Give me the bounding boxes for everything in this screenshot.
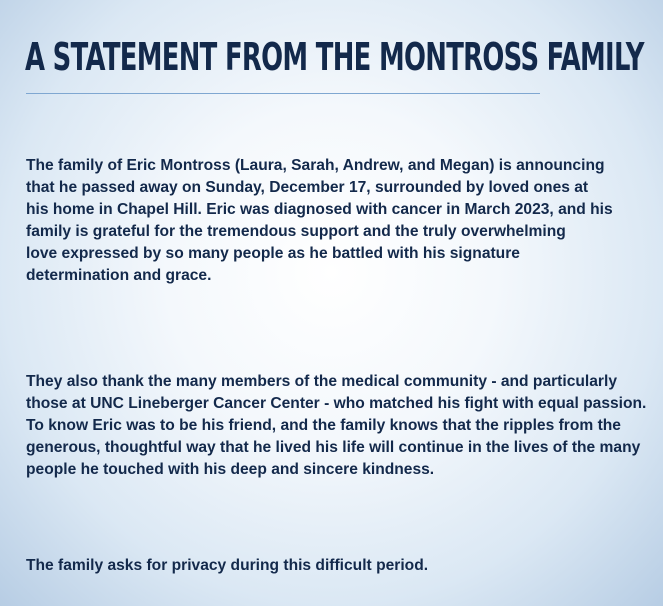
- title-divider: [26, 93, 540, 94]
- statement-title: A STATEMENT FROM THE MONTROSS FAMILY: [25, 35, 644, 79]
- paragraph-privacy: The family asks for privacy during this difficult period.: [26, 557, 429, 574]
- paragraph-announcement: The family of Eric Montross (Laura, Sarah, Andrew, and Megan) is announcing that he passed away on Sunday, December 17, surrounded by loved ones at his home in Chapel Hill. Eric was diagnosed with cancer in March 2023, and his family is grateful for the tremendous support and the truly overwhelming love expressed by so many people as he battled with his signature determination and grace.: [26, 157, 613, 284]
- paragraph-thanks: They also thank the many members of the medical community - and particularly those at UNC Lineberger Cancer Center - who matched his fight with equal passion. To know Eric was to be his friend, and the family knows that the ripples from the generous, thoughtful way that he lived his life will continue in the lives of the many people he touched with his deep and sincere kindness.: [26, 373, 647, 478]
